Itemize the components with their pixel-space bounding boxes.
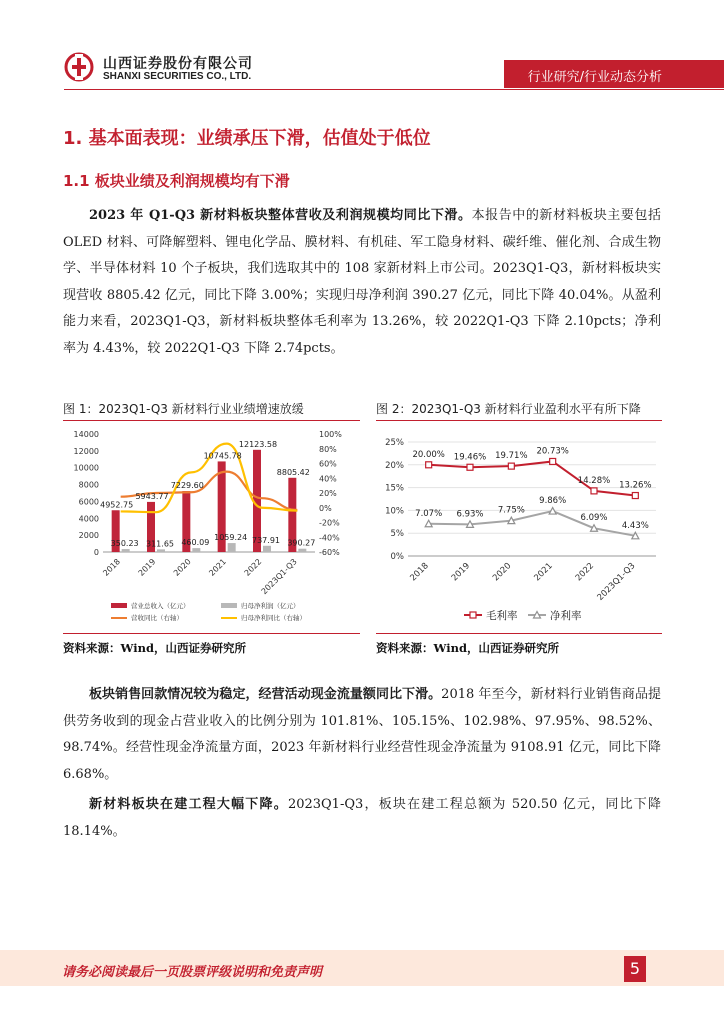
figure-1-bottom-rule (63, 633, 360, 634)
x-tick-label: 2022 (242, 557, 264, 578)
y-left-tick-label: 8000 (78, 480, 99, 490)
gross-margin-data-label: 20.00% (412, 449, 445, 460)
revenue-data-label: 7229.60 (170, 481, 204, 491)
net-profit-data-label: 390.27 (287, 538, 316, 548)
y-tick-label: 20% (385, 460, 404, 471)
paragraph-1-body: 本报告中的新材料板块主要包括 OLED 材料、可降解塑料、锂电化学品、膜材料、有机硅、军工隐身材料、碳纤维、催化剂、合成生物学、半导体材料 10 个子板块，我们选取其中的 108 家新材料上市公司。2023Q1-Q3，新材料板块实现营收 8805.42 亿元，同比下降 3.00%；实现归母净利润 390.27 亿元，同比下降 40.04%。从盈利能力来看，2023Q1-Q3，新材料板块整体毛利率为 13.26%，较 2022Q1-Q3 下降 2.10pcts；净利率为 4.43%，较 2022Q1-Q3 下降 2.74pcts。 (63, 208, 661, 356)
gross-margin-marker (508, 463, 514, 469)
net-profit-bar (298, 549, 306, 552)
net-profit-data-label: 350.23 (110, 539, 139, 549)
legend-swatch (221, 603, 237, 608)
x-tick-label: 2023Q1-Q3 (595, 561, 638, 603)
revenue-data-label: 4952.75 (100, 500, 134, 510)
x-tick-label: 2019 (449, 561, 473, 584)
net-profit-data-label: 737.91 (252, 535, 280, 545)
y-tick-label: 15% (385, 483, 404, 494)
y-left-tick-label: 6000 (78, 497, 99, 507)
legend-label: 归母净利同比（右轴） (241, 614, 306, 622)
gross-margin-data-label: 20.73% (536, 446, 569, 457)
figure-2-bottom-rule (376, 633, 662, 634)
net-margin-data-label: 7.07% (415, 508, 443, 519)
gross-margin-data-label: 19.71% (495, 451, 528, 462)
figure-1-title: 图 1：2023Q1-Q3 新材料行业业绩增速放缓 (63, 402, 304, 416)
legend-swatch (111, 603, 127, 608)
net-margin-data-label: 6.93% (456, 509, 484, 520)
y-right-tick-label: 40% (319, 474, 337, 484)
y-left-tick-label: 4000 (78, 514, 99, 524)
legend-label: 营收同比（右轴） (131, 614, 183, 622)
net-profit-bar (122, 549, 130, 552)
net-profit-data-label: 311.65 (146, 539, 174, 549)
section-heading: 1. 基本面表现：业绩承压下滑，估值处于低位 (63, 128, 431, 149)
legend-label: 营业总收入（亿元） (131, 602, 190, 610)
y-right-tick-label: 60% (319, 459, 337, 469)
paragraph-3 (63, 792, 661, 845)
gross-margin-data-label: 19.46% (453, 452, 487, 463)
y-right-tick-label: 100% (319, 430, 342, 439)
revenue-data-label: 8805.42 (276, 467, 310, 477)
y-tick-label: 5% (390, 529, 404, 540)
figure-2-chart (376, 422, 662, 632)
y-tick-label: 10% (385, 506, 404, 517)
revenue-data-label: 12123.58 (238, 439, 278, 449)
revenue-data-label: 5943.77 (135, 491, 169, 501)
y-right-tick-label: 0% (319, 503, 332, 513)
net-profit-data-label: 460.09 (181, 538, 210, 548)
legend-label: 归母净利润（亿元） (241, 602, 300, 610)
y-left-tick-label: 14000 (73, 430, 99, 439)
y-left-tick-label: 10000 (73, 463, 99, 473)
net-profit-bar (228, 543, 236, 552)
paragraph-2 (63, 682, 661, 788)
y-right-tick-label: -20% (319, 518, 340, 528)
x-tick-label: 2021 (532, 561, 555, 584)
legend-label: 毛利率 (486, 610, 518, 622)
x-tick-label: 2019 (136, 557, 158, 578)
net-profit-bar (192, 548, 200, 552)
header-rule (64, 89, 724, 90)
y-left-tick-label: 0 (93, 548, 99, 557)
y-right-tick-label: 80% (319, 444, 337, 454)
figure-2-top-rule (376, 420, 662, 421)
net-profit-bar (157, 549, 165, 552)
paragraph-1 (63, 203, 661, 362)
figure-2-title: 图 2：2023Q1-Q3 新材料行业盈利水平有所下降 (376, 402, 641, 416)
figure-1-source: 资料来源：Wind，山西证券研究所 (63, 641, 246, 655)
footer-disclaimer[interactable]: 请务必阅读最后一页股票评级说明和免责声明 (62, 965, 323, 980)
net-margin-data-label: 4.43% (621, 520, 649, 531)
gross-margin-data-label: 13.26% (619, 480, 652, 491)
net-margin-data-label: 7.75% (497, 505, 525, 516)
y-left-tick-label: 2000 (78, 531, 99, 541)
gross-margin-data-label: 14.28% (577, 475, 611, 486)
net-margin-data-label: 6.09% (580, 513, 608, 524)
page-header (0, 0, 724, 92)
y-right-tick-label: -60% (319, 548, 340, 557)
x-tick-label: 2023Q1-Q3 (259, 557, 299, 597)
paragraph-1-lead: 2023 年 Q1-Q3 新材料板块整体营收及利润规模均同比下滑。 (89, 208, 472, 223)
legend-label: 净利率 (550, 610, 582, 622)
gross-margin-marker (591, 488, 597, 494)
legend-marker (470, 612, 476, 618)
y-right-tick-label: -40% (319, 533, 340, 543)
company-logo-icon (64, 52, 94, 82)
x-tick-label: 2021 (207, 557, 229, 578)
y-tick-label: 0% (390, 552, 404, 562)
paragraph-3-lead: 新材料板块在建工程大幅下降。 (89, 797, 288, 812)
company-name-cn: 山西证券股份有限公司 (103, 56, 253, 72)
figure-2-source: 资料来源：Wind，山西证券研究所 (376, 641, 559, 655)
paragraph-2-lead: 板块销售回款情况较为稳定，经营活动现金流量额同比下滑。 (89, 687, 442, 702)
gross-margin-marker (467, 464, 473, 470)
y-left-tick-label: 12000 (73, 446, 99, 456)
figure-1-top-rule (63, 420, 360, 421)
paragraph-2-body: 2018 年至今，新材料行业销售商品提供劳务收到的现金占营业收入的比例分别为 101.81%、105.15%、102.98%、97.95%、98.52%、98.74%。经营性现金净流量方面，2023 年新材料行业经营性现金净流量为 9108.91 亿元，同比下降 6.68%。 (63, 687, 661, 782)
paragraph-3-body: 2023Q1-Q3，板块在建工程总额为 520.50 亿元，同比下降 18.14%。 (63, 797, 661, 839)
revenue-data-label: 10745.78 (203, 451, 242, 461)
report-category: 行业研究/行业动态分析 (527, 70, 662, 85)
page-number: 5 (624, 956, 646, 982)
net-profit-data-label: 1059.24 (214, 533, 248, 543)
x-tick-label: 2018 (101, 557, 123, 578)
net-profit-bar (263, 546, 271, 552)
gross-margin-marker (426, 462, 432, 468)
y-right-tick-label: 20% (319, 489, 337, 498)
figure-1-chart (63, 422, 360, 632)
x-tick-label: 2018 (408, 561, 431, 584)
subsection-heading: 1.1 板块业绩及利润规模均有下滑 (63, 172, 290, 190)
x-tick-label: 2020 (171, 557, 193, 578)
gross-margin-marker (550, 458, 556, 464)
company-name-en: SHANXI SECURITIES CO., LTD. (103, 71, 252, 82)
net-margin-data-label: 9.86% (539, 496, 567, 507)
x-tick-label: 2020 (491, 561, 514, 584)
x-tick-label: 2022 (573, 561, 597, 584)
gross-margin-marker (632, 493, 638, 499)
y-tick-label: 25% (385, 438, 404, 448)
